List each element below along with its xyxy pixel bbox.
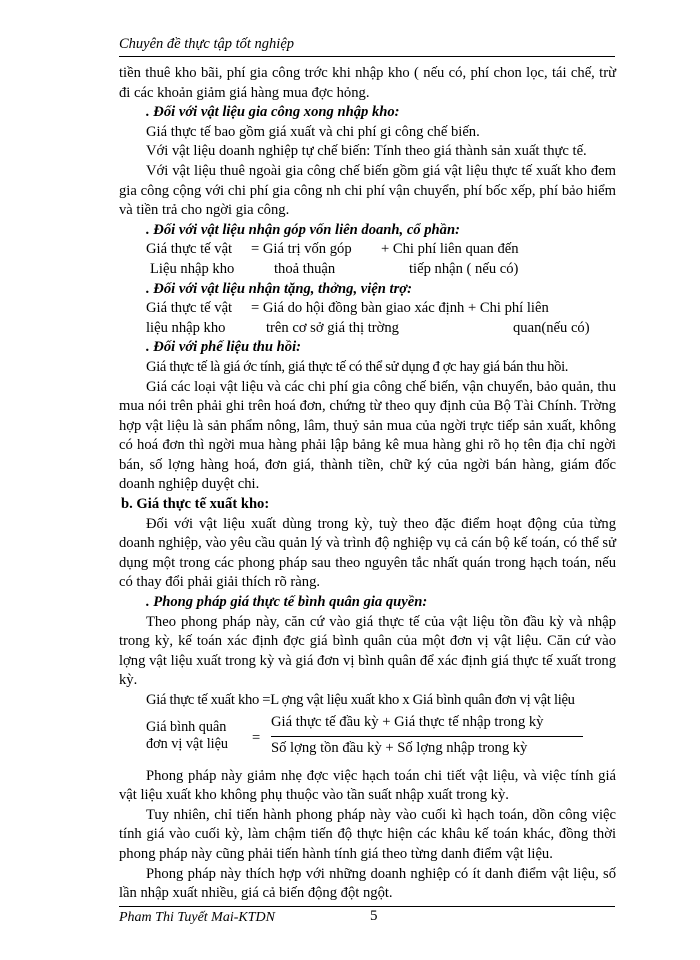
paragraph: Giá các loại vật liệu và các chi phí gia công chế biến, vận chuyển, bảo quản, thu mua nói trên phải ghi trên hoá đơn, chứng từ theo quy định của Bộ Tài Chính. Trờng hợp vật liệu là sản phẩm nông, lâm, thuỷ sản mua của ngời trực tiếp sản xuất, không có hoá đơn thì ngời mua hàng phải lập bảng kê mua hàng ghi rõ họ tên địa chỉ ngời bán, số lợng hàng hoá, đơn giá, thành tiền, chữ ký của ngời bán hàng, giám đốc doanh nghiệp duyệt chi. — [119, 378, 616, 493]
header-rule — [119, 56, 615, 57]
paragraph: Tuy nhiên, chỉ tiến hành phong pháp này vào cuối kì hạch toán, dồn công việc tính giá vào cuối kỳ, làm chậm tiến độ thực hiện các khâu kế toán khác, đồng thời phong pháp này cũng phải tiến hành tính giá theo từng danh điểm vật liệu. — [119, 806, 616, 862]
heading-scrap: . Đối với phế liệu thu hồi: — [146, 339, 302, 356]
fraction-denominator: Số lợng tồn đầu kỳ + Số lợng nhập trong kỳ — [271, 739, 528, 756]
formula-term: Liệu nhập kho — [150, 260, 235, 277]
formula-term: liệu nhập kho — [146, 319, 226, 336]
paragraph: Với vật liệu doanh nghiệp tự chế biến: Tính theo giá thành sản xuất thực tế. — [146, 143, 587, 160]
paragraph: Phong pháp này thích hợp với những doanh nghiệp có ít danh điểm vật liệu, số lần nhập xuất nhiều, giá cả biến động đột ngột. — [119, 865, 616, 902]
paragraph: Với vật liệu thuê ngoài gia công chế biến gồm giá vật liệu thực tế xuất kho đem gia công cộng với chi phí gia công nh chi phí vận chuyển, phí bốc xếp, phí bảo hiểm và tiền trả cho ngời gia công. — [119, 162, 616, 219]
heading-capital-contribution: . Đối với vật liệu nhận góp vốn liên doanh, cổ phần: — [146, 221, 460, 238]
paragraph: Giá thực tế là giá ớc tính, giá thực tế có thể sử dụng đ ợc hay giá bán thu hồi. — [146, 358, 569, 375]
formula-term: trên cơ sở giá thị trờng — [266, 319, 399, 336]
heading-processed-materials: . Đối với vật liệu gia công xong nhập kho: — [146, 104, 400, 121]
formula-term: + Chi phí liên quan đến — [381, 241, 519, 258]
paragraph: Phong pháp này giảm nhẹ đợc việc hạch toán chi tiết vật liệu, và việc tính giá vật liệu xuất kho không phụ thuộc vào tần suất nhập xuất trong kỳ. — [119, 767, 616, 804]
page-number: 5 — [370, 908, 378, 924]
average-price-formula — [119, 713, 616, 761]
document-body — [119, 64, 616, 904]
formula-row — [119, 240, 616, 260]
footer-author: Pham Thi Tuyết Mai-KTDN — [119, 910, 275, 925]
equals-sign: = — [252, 729, 261, 746]
heading-weighted-average: . Phong pháp giá thực tế bình quân gia quyền: — [146, 594, 428, 611]
formula-term: Giá thực tế vật — [146, 300, 233, 317]
paragraph-continued: tiền thuê kho bãi, phí gia công trớc khi nhập kho ( nếu có, phí chon lọc, tái chế, trừ đi các khoản giảm giá hàng mua đợc hỏng. — [119, 65, 616, 101]
formula-term: = Giá do hội đồng bàn giao xác định + Chi phí liên — [251, 300, 549, 317]
paragraph: Giá thực tế bao gồm giá xuất và chi phí gi công chế biến. — [146, 123, 480, 140]
formula-term: Giá thực tế vật — [146, 241, 233, 258]
section-heading-b: b. Giá thực tế xuất kho: — [121, 496, 270, 513]
formula-line: Giá thực tế xuất kho =L ợng vật liệu xuất kho x Giá bình quân đơn vị vật liệu — [146, 692, 575, 708]
footer-rule — [119, 906, 615, 907]
formula-row — [119, 260, 616, 280]
paragraph: Đối với vật liệu xuất dùng trong kỳ, tuỳ theo đặc điểm hoạt động của từng doanh nghiệp, vào yêu cầu quản lý và trình độ nghiệp vụ cả cán bộ kế toán, có thể sử dụng một trong các phong pháp sau theo nguyên tắc nhất quán trong hạch toán, nếu có thay đổi phải giải thích rõ ràng. — [119, 515, 616, 591]
formula-term: quan(nếu có) — [513, 319, 590, 336]
formula-term: = Giá trị vốn góp — [251, 241, 352, 258]
fraction-bar — [271, 736, 583, 737]
formula-row — [119, 299, 616, 319]
paragraph: Theo phong pháp này, căn cứ vào giá thực tế của vật liệu tồn đầu kỳ và nhập trong kỳ, kế toán xác định đợc giá bình quân của một đơn vị vật liệu. Căn cứ vào lợng vật liệu xuất trong kỳ và giá đơn vị bình quân để xác định giá thực tế xuất trong kỳ. — [119, 613, 616, 689]
formula-term: thoả thuận — [274, 260, 336, 277]
fraction-numerator: Giá thực tế đầu kỳ + Giá thực tế nhập trong kỳ — [271, 713, 544, 730]
formula-term: tiếp nhận ( nếu có) — [409, 260, 519, 277]
page-header-title: Chuyên đề thực tập tốt nghiệp — [119, 36, 295, 52]
formula-row — [119, 319, 616, 339]
formula-label: Giá bình quân đơn vị vật liệu — [146, 718, 228, 752]
heading-gifts-aid: . Đối với vật liệu nhận tặng, thởng, viện trợ: — [146, 280, 412, 297]
